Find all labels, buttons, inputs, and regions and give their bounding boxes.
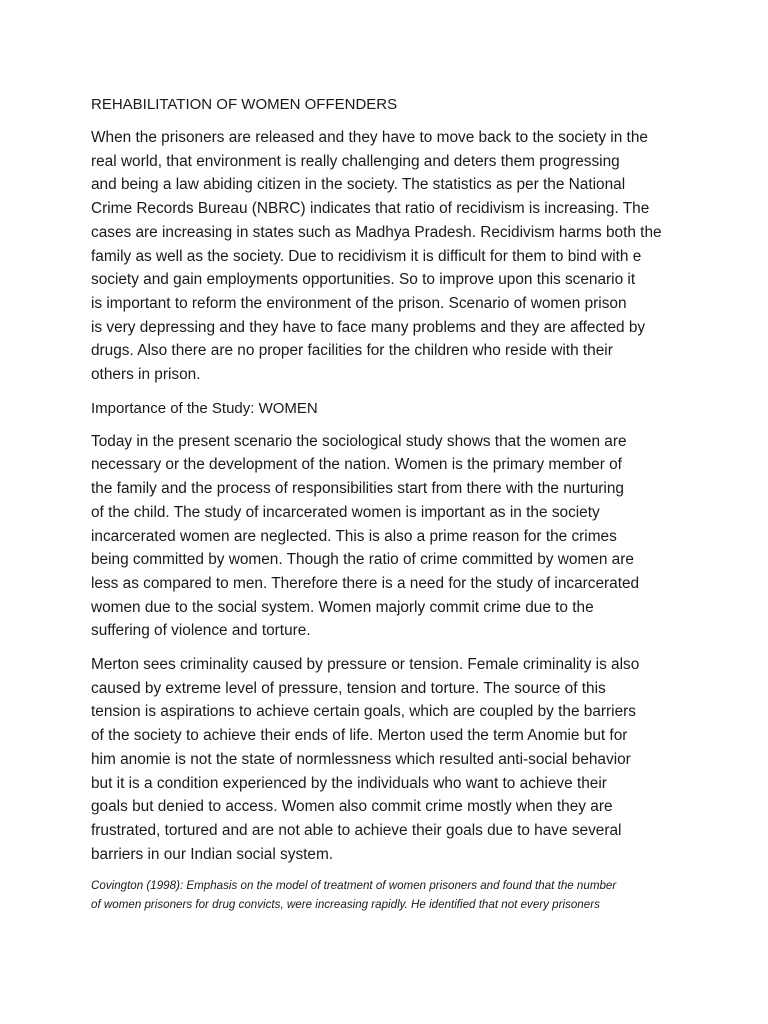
text-line: family as well as the society. Due to recidivism it is difficult for them to bind with e: [91, 247, 642, 265]
paragraph-merton: [91, 653, 677, 866]
text-line: frustrated, tortured and are not able to achieve their goals due to have several: [91, 821, 622, 839]
text-line: the family and the process of responsibilities start from there with the nurturing: [91, 480, 624, 498]
text-line: cases are increasing in states such as Madhya Pradesh. Recidivism harms both the: [91, 223, 662, 241]
text-line: Merton sees criminality caused by pressure or tension. Female criminality is also: [91, 656, 640, 674]
text-line: caused by extreme level of pressure, tension and torture. The source of this: [91, 679, 606, 697]
text-line: of women prisoners for drug convicts, were increasing rapidly. He identified that not every prisoners: [91, 898, 600, 912]
text-line: is very depressing and they have to face many problems and they are affected by: [91, 318, 646, 336]
text-line: society and gain employments opportunities. So to improve upon this scenario it: [91, 271, 636, 289]
text-line: others in prison.: [91, 366, 201, 384]
text-line: less as compared to men. Therefore there is a need for the study of incarcerated: [91, 574, 640, 592]
text-line: barriers in our Indian social system.: [91, 845, 334, 863]
section-heading: Importance of the Study: WOMEN: [91, 399, 318, 417]
text-line: When the prisoners are released and they have to move back to the society in the: [91, 129, 648, 146]
text-line: Crime Records Bureau (NBRC) indicates that ratio of recidivism is increasing. The: [91, 200, 650, 218]
text-line: him anomie is not the state of normlessness which resulted anti-social behavior: [91, 750, 631, 768]
text-line: necessary or the development of the nation. Women is the primary member of: [91, 456, 622, 474]
document-title: REHABILITATION OF WOMEN OFFENDERS: [91, 96, 398, 113]
document-body: [91, 93, 677, 914]
text-line: is important to reform the environment of the prison. Scenario of women prison: [91, 294, 627, 312]
text-line: and being a law abiding citizen in the society. The statistics as per the National: [91, 176, 626, 194]
text-line: Today in the present scenario the sociological study shows that the women are: [91, 432, 627, 450]
text-line: women due to the social system. Women majorly commit crime due to the: [91, 598, 594, 616]
text-line: incarcerated women are neglected. This is also a prime reason for the crimes: [91, 527, 617, 545]
citation-note: [91, 876, 677, 914]
text-line: goals but denied to access. Women also commit crime mostly when they are: [91, 798, 613, 816]
text-line: but it is a condition experienced by the individuals who want to achieve their: [91, 774, 607, 792]
paragraph-recidivism: [91, 126, 677, 387]
text-line: suffering of violence and torture.: [91, 622, 311, 640]
text-line: drugs. Also there are no proper facilities for the children who reside with their: [91, 342, 613, 360]
text-line: real world, that environment is really challenging and deters them progressing: [91, 152, 620, 170]
text-line: of the society to achieve their ends of life. Merton used the term Anomie but for: [91, 727, 628, 745]
text-line: Covington (1998): Emphasis on the model of treatment of women prisoners and found that the number: [91, 879, 617, 893]
paragraph-importance: [91, 430, 677, 643]
text-line: being committed by women. Though the ratio of crime committed by women are: [91, 551, 634, 569]
text-line: tension is aspirations to achieve certain goals, which are coupled by the barriers: [91, 703, 636, 721]
text-line: of the child. The study of incarcerated women is important as in the society: [91, 503, 600, 521]
